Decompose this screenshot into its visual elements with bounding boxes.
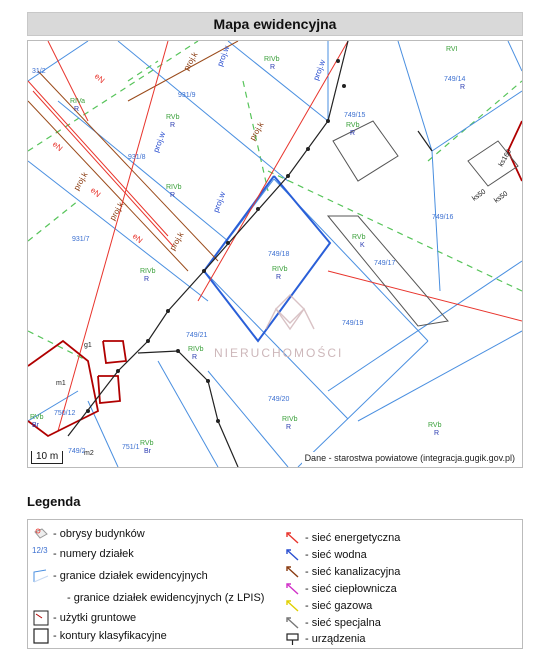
sewer-network-icon — [284, 564, 302, 580]
building-label: g1 — [84, 342, 92, 349]
network-label: eN — [92, 71, 107, 86]
parcel-label: 749/18 — [268, 251, 290, 258]
land-class-label: RVb — [428, 422, 442, 429]
symbol-label: Br — [144, 448, 151, 455]
network-label: eN — [50, 139, 65, 154]
legend-item-building-outlines — [32, 526, 145, 542]
symbol-label: R — [170, 122, 176, 129]
network-label: proj.k — [107, 200, 126, 222]
special-network-icon — [284, 615, 302, 631]
legend-item-devices — [284, 631, 366, 647]
land-class-label: RIVb — [188, 346, 204, 353]
land-class-label: RVb — [140, 440, 154, 447]
symbol-label: R — [460, 84, 466, 91]
network-label: proj.w — [215, 44, 232, 68]
parcel-number-icon: 12/3 — [32, 546, 48, 555]
symbol-label: R — [74, 106, 80, 113]
parcel-boundary-icon — [32, 568, 50, 584]
land-class-label: RVb — [352, 234, 366, 241]
symbol-label: R — [350, 130, 356, 137]
symbol-label: R — [170, 192, 176, 199]
legend-item-parcel-boundaries — [32, 568, 208, 584]
land-class-label: RIVb — [272, 266, 288, 273]
land-class-label: RIVb — [140, 268, 156, 275]
parcel-label: 749/21 — [186, 332, 208, 339]
legend-item-special — [284, 615, 381, 631]
legend-label: - sieć energetyczna — [305, 532, 401, 544]
land-class-label: RIVa — [70, 98, 86, 105]
legend-item-parcel-numbers — [32, 546, 134, 562]
building-label: ks50 — [493, 190, 510, 205]
map-attribution: Dane - starostwa powiatowe (integracja.gugik.gov.pl) — [302, 452, 518, 464]
legend-label: - sieć specjalna — [305, 617, 381, 629]
network-label: proj.w — [311, 58, 328, 82]
parcel-label: 750/12 — [54, 410, 76, 417]
legend-box — [27, 519, 523, 649]
symbol-label: R — [144, 276, 150, 283]
network-label: proj.k — [247, 120, 266, 142]
network-label: proj.w — [151, 130, 168, 154]
class-contour-icon — [32, 628, 50, 644]
legend-item-class-contours — [32, 628, 167, 644]
parcel-label: 749/20 — [268, 396, 290, 403]
parcel-label: 749/17 — [374, 260, 396, 267]
lpis-boundary-icon — [32, 590, 64, 606]
parcel-label: 931/9 — [178, 92, 196, 99]
parcel-label: 749/16 — [432, 214, 454, 221]
parcel-number-labels — [32, 68, 466, 455]
legend-label: - sieć kanalizacyjna — [305, 566, 401, 578]
land-class-label: RVb — [30, 414, 44, 421]
land-class-label: RVb — [346, 122, 360, 129]
legend-item-gas — [284, 598, 372, 614]
building-outline-icon — [32, 526, 50, 542]
legend-label: - granice działek ewidencyjnych — [53, 570, 208, 582]
water-network-icon — [284, 547, 302, 563]
watermark-logo — [266, 295, 314, 329]
electric-lines — [28, 41, 522, 431]
legend-label: - urządzenia — [305, 633, 366, 645]
legend-label: - obrysy budynków — [53, 528, 145, 540]
parcel-label: 931/8 — [128, 154, 146, 161]
network-label: proj.k — [71, 170, 90, 192]
network-label: eN — [88, 185, 103, 200]
land-class-label: RIVb — [166, 184, 182, 191]
legend-label: - kontury klasyfikacyjne — [53, 630, 167, 642]
map-canvas[interactable] — [28, 41, 522, 467]
map-title-bar — [27, 12, 523, 36]
parcel-label: 749/14 — [444, 76, 466, 83]
land-class-label: RIVb — [264, 56, 280, 63]
legend-item-land-use — [32, 610, 136, 626]
symbol-label: R — [434, 430, 440, 437]
symbol-label: R — [192, 354, 198, 361]
legend-item-sewer — [284, 564, 400, 580]
symbol-label: K — [360, 242, 365, 249]
parcel-label: 751/1 — [122, 444, 140, 451]
gas-network-icon — [284, 598, 302, 614]
symbol-labels — [32, 64, 465, 455]
legend-item-heating — [284, 581, 397, 597]
symbol-label: R — [286, 424, 292, 431]
legend-item-lpis-boundaries — [32, 590, 264, 606]
network-label: proj.w — [211, 190, 228, 214]
electric-network-icon — [284, 530, 302, 546]
watermark-text: NIERUCHOMOŚCI — [214, 346, 344, 360]
parcel-label: 31/2 — [32, 68, 46, 75]
legend-label: - numery działek — [53, 548, 134, 560]
legend-label: - sieć gazowa — [305, 600, 373, 612]
cadastral-map[interactable] — [27, 40, 523, 468]
device-icon — [284, 631, 302, 647]
building-label: m1 — [56, 380, 66, 387]
land-class-label: RVb — [166, 114, 180, 121]
parcel-label: 749/15 — [344, 112, 366, 119]
building-label: m2 — [84, 450, 94, 457]
network-label: proj.k — [167, 230, 186, 252]
network-label: eN — [130, 231, 145, 246]
special-network — [68, 41, 432, 467]
network-label: proj.k — [181, 50, 200, 72]
symbol-label: Br — [32, 422, 39, 429]
building-label: ks160 — [497, 148, 514, 168]
map-title: Mapa ewidencyjna — [213, 16, 337, 32]
legend-item-water — [284, 547, 367, 563]
parcel-label: 749/19 — [342, 320, 364, 327]
legend-label: - sieć ciepłownicza — [305, 583, 397, 595]
land-class-label: RIVb — [282, 416, 298, 423]
building-label: ks50 — [471, 188, 488, 203]
legend-label: - granice działek ewidencyjnych (z LPIS) — [67, 592, 265, 604]
symbol-label: R — [270, 64, 276, 71]
legend-item-electric — [284, 530, 400, 546]
legend-label: - sieć wodna — [305, 549, 367, 561]
land-use-icon — [32, 610, 50, 626]
legend-title: Legenda — [27, 494, 81, 509]
lpis-boundaries — [28, 41, 522, 361]
network-nodes — [86, 59, 346, 423]
map-scale-bar: 10 m — [31, 451, 63, 464]
land-class-label: RVI — [446, 46, 458, 53]
land-class-labels — [30, 46, 458, 447]
heating-network-icon — [284, 581, 302, 597]
legend-label: - użytki gruntowe — [53, 612, 137, 624]
parcel-label: 931/7 — [72, 236, 90, 243]
parcel-label: 749/2 — [68, 448, 86, 455]
symbol-label: R — [276, 274, 282, 281]
